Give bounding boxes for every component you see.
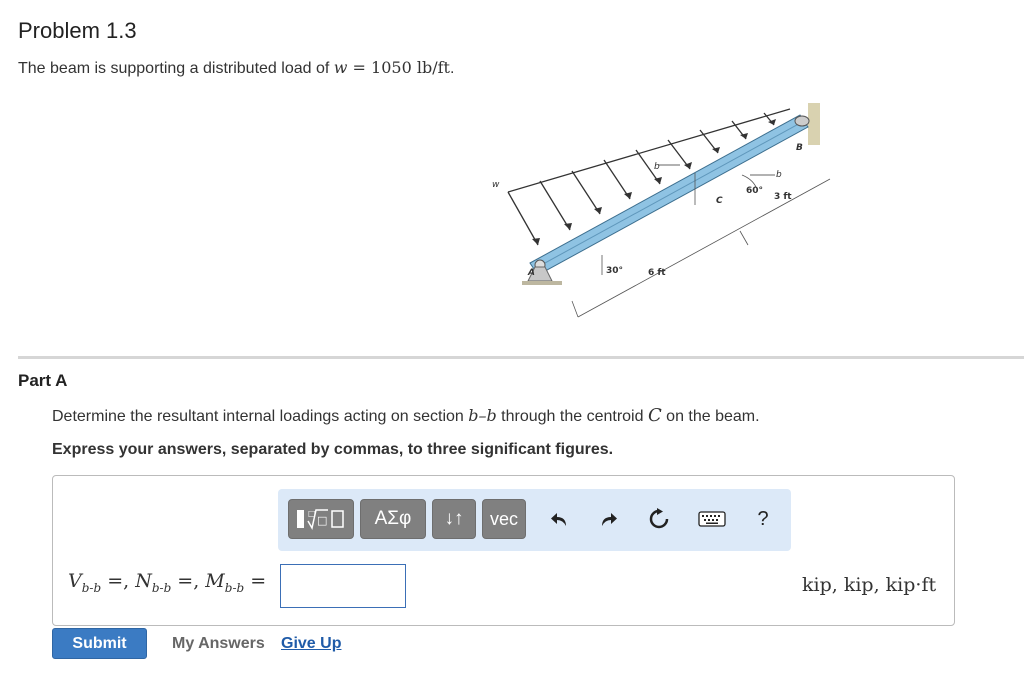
wall-support [808,103,820,145]
answer-input[interactable] [280,564,406,608]
question-text [52,405,760,426]
reset-icon[interactable] [644,503,674,535]
undo-icon[interactable] [544,503,574,535]
v-subscript: b-b [81,580,102,595]
label-b-section-1: b [654,162,660,172]
question-section: b–b [468,406,497,425]
load-arrowheads [532,119,776,245]
question-suffix: on the beam. [661,408,760,425]
question-mid: through the centroid [496,408,648,425]
keyboard-icon[interactable] [695,503,729,535]
beam-diagram [490,95,840,327]
label-b-end: B [796,143,803,153]
label-w: w [492,180,500,190]
give-up-link[interactable]: Give Up [281,635,342,652]
n-symbol: N [135,570,152,592]
dimension-3ft: 3 ft [774,192,792,202]
label-c: C [716,196,723,206]
eq-sep-1: =, [101,570,136,592]
pin-b [795,116,809,126]
templates-icon [294,506,348,532]
problem-statement [18,58,454,78]
greek-symbols-button[interactable]: ΑΣφ [360,499,426,539]
statement-prefix: The beam is supporting a distributed load of [18,60,334,77]
eq-end: = [244,570,267,592]
beam-flange-line [534,121,804,269]
eq-sep-2: =, [171,570,206,592]
beam-figure [490,95,840,332]
m-subscript: b-b [224,580,245,595]
my-answers-button[interactable]: My Answers [172,635,265,652]
v-symbol: V [68,570,82,592]
statement-equals: = [347,58,372,77]
statement-value: 1050 lb/ft [371,58,450,77]
dimension-6ft: 6 ft [648,268,666,278]
n-subscript: b-b [151,580,172,595]
answer-equation-label [68,570,266,595]
m-symbol: M [205,570,225,592]
help-icon[interactable]: ? [757,507,769,530]
redo-icon[interactable] [594,503,624,535]
math-toolbar [278,489,791,551]
distributed-load-arrows [508,109,790,245]
sort-arrows-button[interactable]: ↓↑ [432,499,476,539]
question-centroid: C [647,405,662,426]
instruction-text: Express your answers, separated by commas, to three significant figures. [52,441,614,458]
label-a: A [528,268,535,278]
problem-title: Problem 1.3 [18,18,137,43]
angle-60-label: 60° [746,186,764,196]
svg-text:□: □ [308,509,316,518]
statement-variable: w [333,58,348,77]
templates-button[interactable] [288,499,354,539]
question-prefix: Determine the resultant internal loadings acting on section [52,408,469,425]
submit-button[interactable]: Submit [52,628,147,659]
label-b-section-2: b [776,170,782,180]
section-divider [18,356,1024,359]
statement-suffix: . [449,60,455,77]
answer-units: kip, kip, kip·ft [802,574,937,596]
svg-text:□: □ [317,514,328,527]
vector-button[interactable]: vec [482,499,526,539]
angle-30-label: 30° [606,266,624,276]
ground [522,281,562,285]
part-a-label: Part A [18,371,68,390]
